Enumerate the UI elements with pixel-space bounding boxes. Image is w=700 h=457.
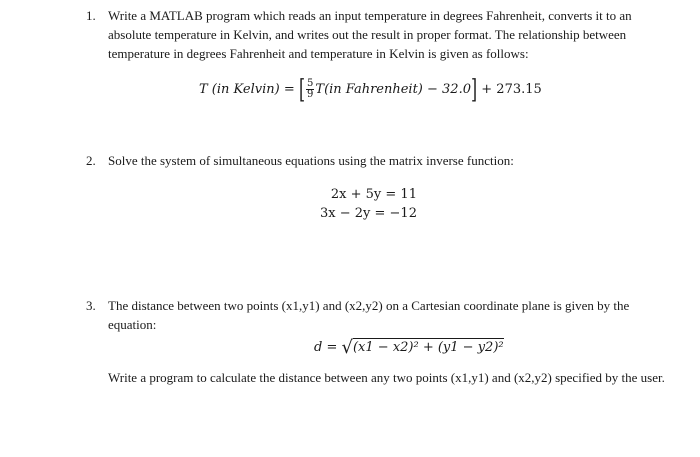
question-3 xyxy=(86,296,676,334)
question-text: The distance between two points (x1,y1) and (x2,y2) on a Cartesian coordinate plane is given by the equation: xyxy=(108,298,630,332)
equation-system xyxy=(320,185,417,223)
question-3-continued xyxy=(86,368,676,387)
question-text-2: Write a program to calculate the distance between any two points (x1,y1) and (x2,y2) specified by the user. xyxy=(108,370,665,385)
formula-lhs: d = xyxy=(314,340,338,355)
question-text: Write a MATLAB program which reads an input temperature in degrees Fahrenheit, converts it to an absolute temperature in Kelvin, and writes out the result in proper format. The relationship between temperature in degrees Fahrenheit and temperature in Kelvin is given as follows: xyxy=(108,8,632,61)
formula-tail: + 273.15 xyxy=(481,82,542,97)
square-root xyxy=(342,337,504,358)
fraction-denominator: 9 xyxy=(307,89,314,100)
formula-inner: T(in Fahrenheit) − 32.0 xyxy=(315,82,471,97)
question-text: Solve the system of simultaneous equations using the matrix inverse function: xyxy=(108,153,514,168)
equation-2: 3x − 2y = −12 xyxy=(320,206,417,221)
left-bracket: [ xyxy=(298,74,305,105)
fraction xyxy=(306,79,314,100)
formula-lhs: T (in Kelvin) = xyxy=(199,82,295,97)
question-1 xyxy=(86,6,676,63)
fraction-numerator: 5 xyxy=(307,78,314,89)
equation-1: 2x + 5y = 11 xyxy=(330,187,417,202)
radical-sign: √ xyxy=(341,337,353,358)
question-number: 3. xyxy=(86,298,96,313)
radicand: (x1 − x2)² + (y1 − y2)² xyxy=(352,340,504,355)
kelvin-formula xyxy=(199,74,542,105)
distance-formula xyxy=(314,337,504,358)
question-2 xyxy=(86,151,676,170)
question-number: 1. xyxy=(86,8,96,23)
question-number: 2. xyxy=(86,153,96,168)
right-bracket: ] xyxy=(471,74,478,105)
